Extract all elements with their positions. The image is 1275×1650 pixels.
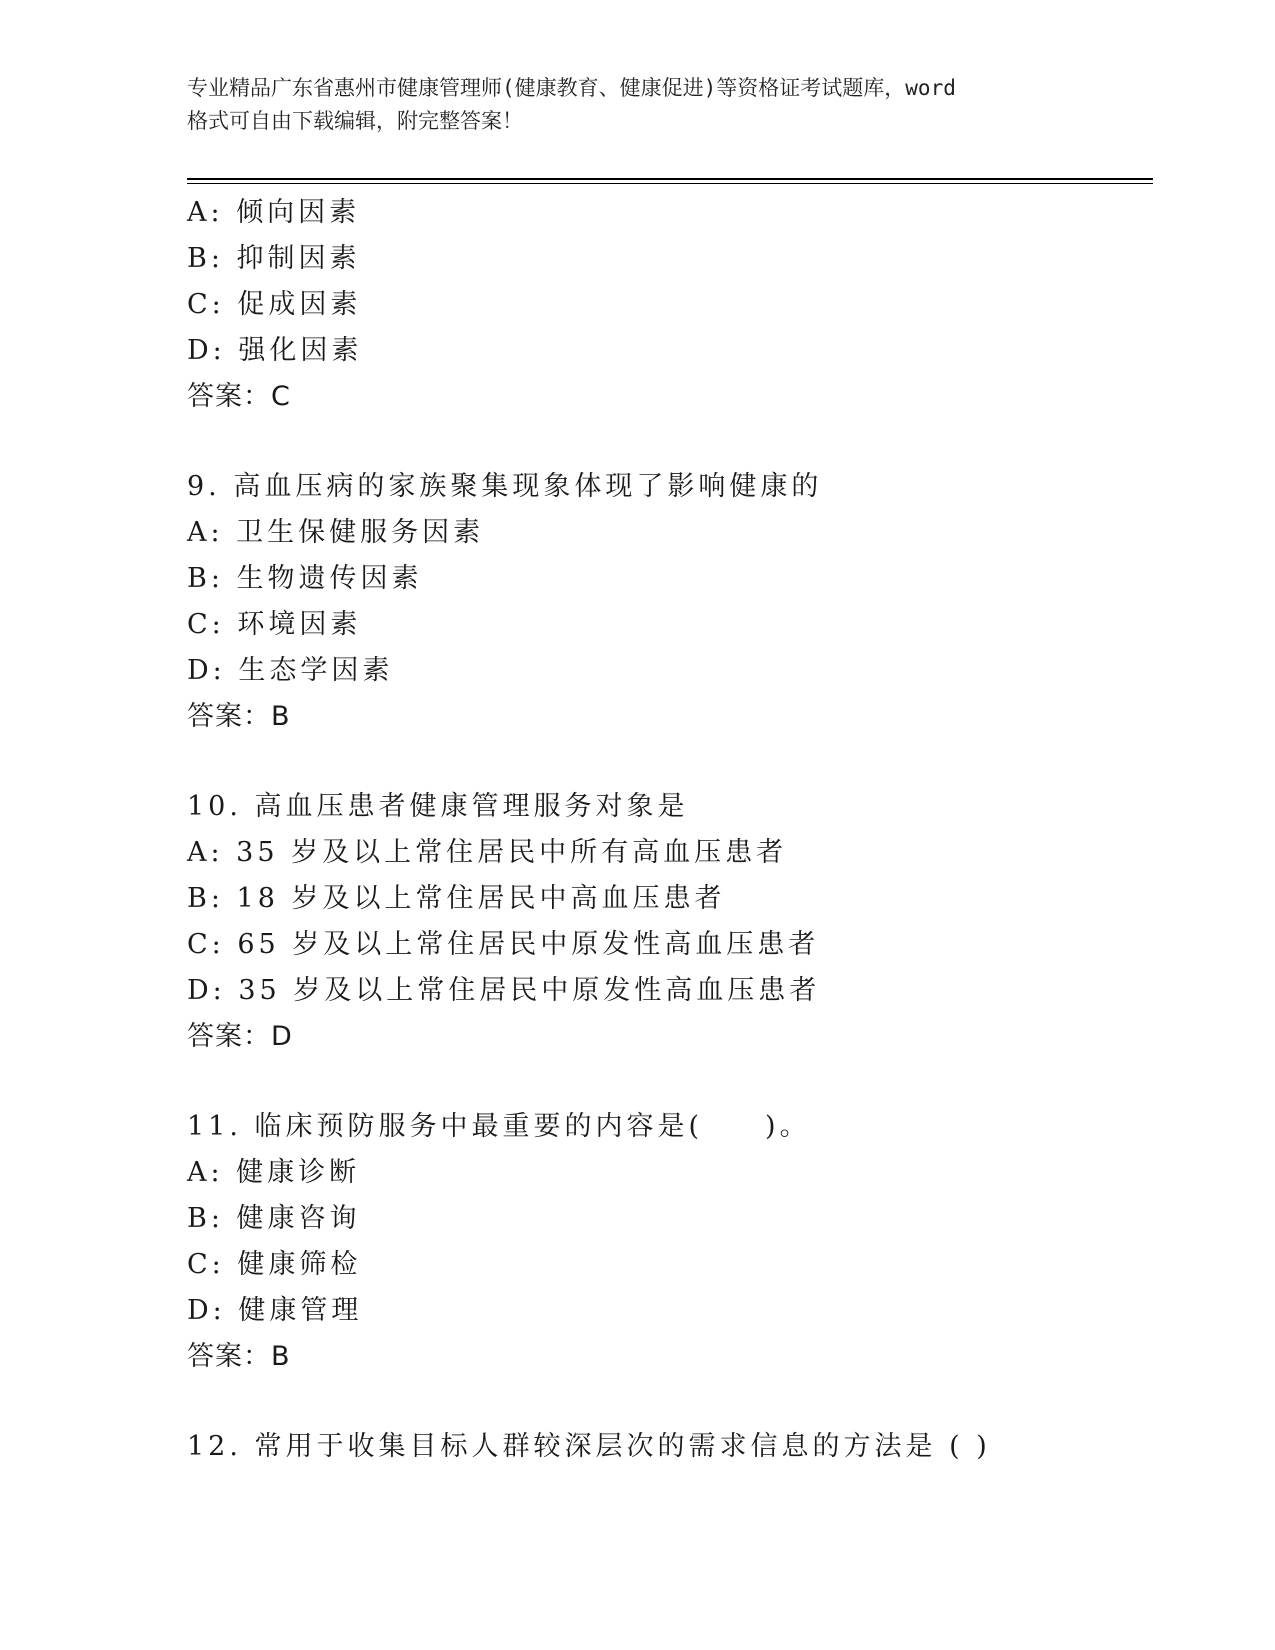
- question-10: [187, 784, 1147, 1060]
- option-a: A: 健康诊断: [187, 1157, 361, 1188]
- answer: 答案：C: [187, 381, 291, 412]
- document-header: [187, 72, 1087, 138]
- answer: 答案：B: [187, 1341, 291, 1372]
- option-b: B: 生物遗传因素: [187, 563, 423, 594]
- option-d: D: 健康管理: [187, 1295, 363, 1326]
- option-b: B: 健康咨询: [187, 1203, 361, 1234]
- answer: 答案：D: [187, 1021, 293, 1052]
- option-c: C: 环境因素: [187, 609, 362, 640]
- question-list: [187, 190, 1147, 1470]
- question-text: 9. 高血压病的家族聚集现象体现了影响健康的: [187, 471, 823, 502]
- option-b: B: 18 岁及以上常住居民中高血压患者: [187, 883, 726, 914]
- option-d: D: 35 岁及以上常住居民中原发性高血压患者: [187, 975, 821, 1006]
- question-8: [187, 190, 1147, 420]
- answer: 答案：B: [187, 701, 291, 732]
- option-a: A: 卫生保健服务因素: [187, 517, 485, 548]
- question-text: 12. 常用于收集目标人群较深层次的需求信息的方法是 ( ): [187, 1431, 991, 1462]
- question-text: 10. 高血压患者健康管理服务对象是: [187, 791, 689, 822]
- option-d: D: 生态学因素: [187, 655, 394, 686]
- question-text: 11. 临床预防服务中最重要的内容是( )。: [187, 1111, 811, 1142]
- header-line-1: 专业精品广东省惠州市健康管理师(健康教育、健康促进)等资格证考试题库，word: [187, 76, 956, 100]
- option-a: A: 倾向因素: [187, 197, 361, 228]
- question-12: [187, 1424, 1147, 1470]
- option-c: C: 健康筛检: [187, 1249, 362, 1280]
- question-9: [187, 464, 1147, 740]
- header-divider: [187, 178, 1153, 184]
- option-a: A: 35 岁及以上常住居民中所有高血压患者: [187, 837, 788, 868]
- option-d: D: 强化因素: [187, 335, 363, 366]
- option-b: B: 抑制因素: [187, 243, 361, 274]
- option-c: C: 促成因素: [187, 289, 362, 320]
- header-line-2: 格式可自由下载编辑，附完整答案！: [187, 109, 523, 133]
- option-c: C: 65 岁及以上常住居民中原发性高血压患者: [187, 929, 820, 960]
- question-11: [187, 1104, 1147, 1380]
